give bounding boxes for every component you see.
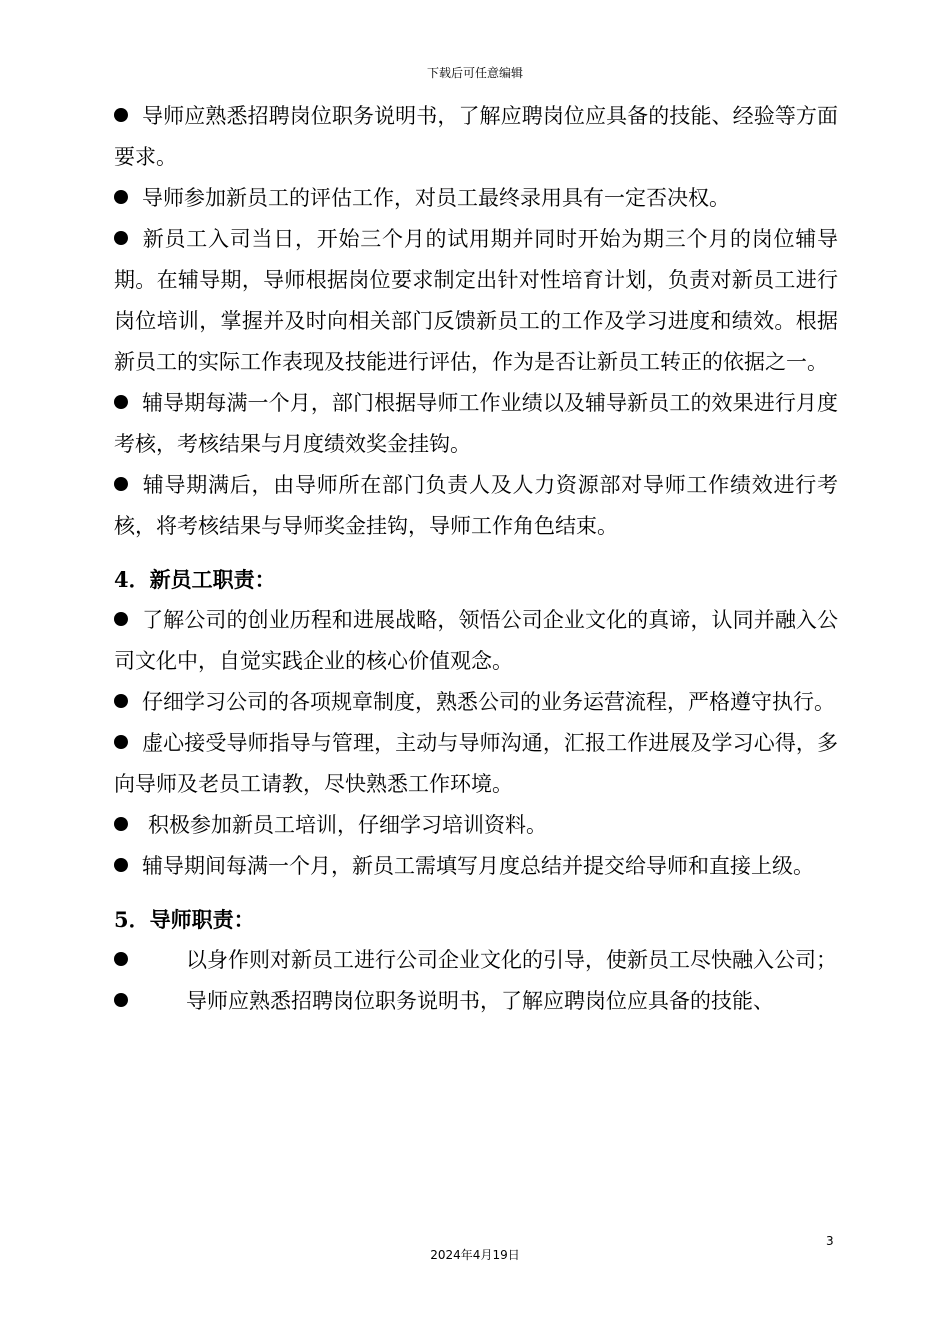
bullet-icon [114, 694, 128, 708]
bullet-icon [114, 395, 128, 409]
bullet-icon [114, 612, 128, 626]
section-5-title: 5．导师职责： [114, 907, 255, 932]
document-body [114, 96, 838, 1022]
list-item: 辅导期满后，由导师所在部门负责人及人力资源部对导师工作绩效进行考核，将考核结果与导师奖金挂钩，导师工作角色结束。 [114, 473, 838, 538]
bullet-icon [114, 993, 128, 1007]
page-number: 3 [826, 1234, 834, 1248]
list-item: 导师参加新员工的评估工作，对员工最终录用具有一定否决权。 [114, 178, 838, 219]
bullet-icon [114, 817, 128, 831]
bullet-icon [114, 858, 128, 872]
bullet-icon [114, 477, 128, 491]
section-4-title: 4．新员工职责： [114, 567, 276, 592]
list-item: 辅导期间每满一个月，新员工需填写月度总结并提交给导师和直接上级。 [114, 846, 838, 887]
list-item: 以身作则对新员工进行公司企业文化的引导，使新员工尽快融入公司； [114, 940, 838, 981]
list-item: 虚心接受导师指导与管理，主动与导师沟通，汇报工作进展及学习心得，多向导师及老员工请教，尽快熟悉工作环境。 [114, 731, 838, 796]
bullet-icon [114, 735, 128, 749]
list-item: 仔细学习公司的各项规章制度，熟悉公司的业务运营流程，严格遵守执行。 [114, 682, 838, 723]
page-header: 下载后可任意编辑 [426, 66, 523, 80]
list-item: 辅导期每满一个月，部门根据导师工作业绩以及辅导新员工的效果进行月度考核，考核结果与月度绩效奖金挂钩。 [114, 391, 838, 456]
list-item: 导师应熟悉招聘岗位职务说明书，了解应聘岗位应具备的技能、经验等方面要求。 [114, 104, 838, 169]
list-item: 积极参加新员工培训，仔细学习培训资料。 [114, 805, 838, 846]
bullet-icon [114, 108, 128, 122]
bullet-icon [114, 952, 128, 966]
footer-date: 2024年4月19日 [430, 1248, 520, 1262]
bullet-icon [114, 190, 128, 204]
list-item: 导师应熟悉招聘岗位职务说明书，了解应聘岗位应具备的技能、 [114, 981, 838, 1022]
bullet-icon [114, 231, 128, 245]
list-item: 了解公司的创业历程和进展战略，领悟公司企业文化的真谛，认同并融入公司文化中，自觉实践企业的核心价值观念。 [114, 608, 838, 673]
list-item: 新员工入司当日，开始三个月的试用期并同时开始为期三个月的岗位辅导期。在辅导期，导师根据岗位要求制定出针对性培育计划，负责对新员工进行岗位培训，掌握并及时向相关部门反馈新员工的工作及学习进度和绩效。根据新员工的实际工作表现及技能进行评估，作为是否让新员工转正的依据之一。 [114, 227, 838, 374]
